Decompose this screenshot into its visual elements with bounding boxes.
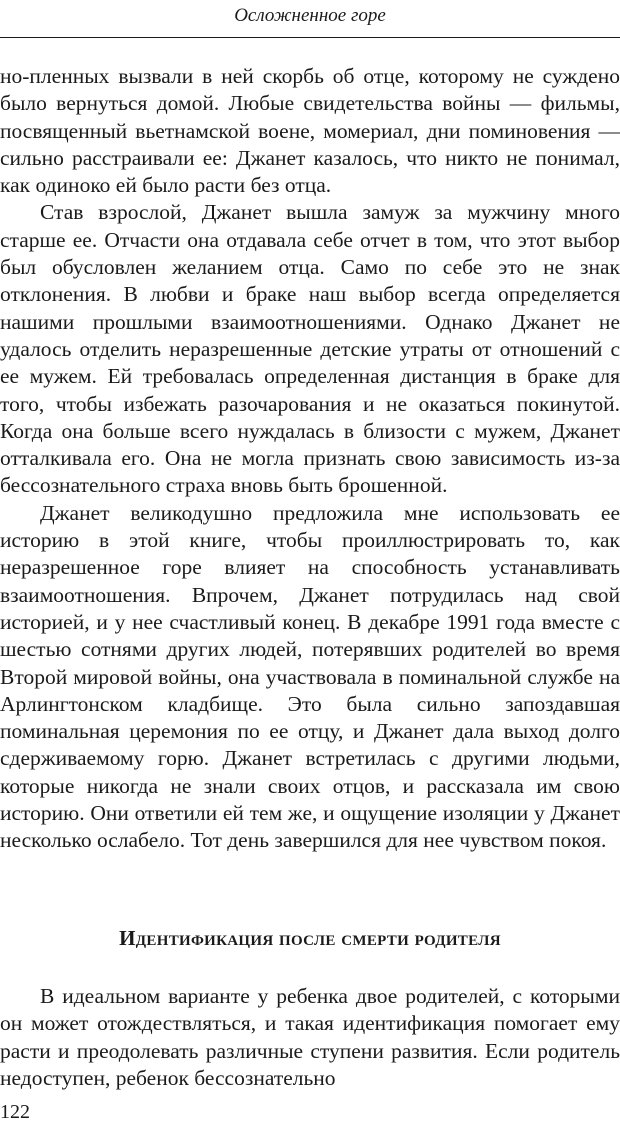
paragraph: Джанет великодушно предложила мне использовать ее историю в этой книге, чтобы проиллюстрировать то, как неразрешенное горе влияет на способность устанавливать взаимоотношения. Впрочем, Джанет потрудилась над свой историей, и у нее счастливый конец. В декабре 1991 года вместе с шестью сотнями других людей, потерявших родителей во время Второй мировой войны, она участвовала в поминальной службе на Арлингтонском кладбище. Это была сильно запоздавшая поминальная церемония по ее отцу, и Джанет дала выход долго сдерживаемому горю. Джанет встретилась с другими людьми, которые никогда не знали своих отцов, и рассказала им свою историю. Они ответили ей тем же, и ощущение изоляции у Джанет несколько ослабело. Тот день завершился для нее чувством покоя. <box>0 500 620 853</box>
section-heading: Идентификация после смерти родителя <box>119 926 501 950</box>
paragraph: В идеальном варианте у ребенка двое родителей, с которыми он может отождествляться, и такая идентификация помогает ему расти и преодолевать различные ступени развития. Если родитель недоступен, ребенок бессознательно <box>0 984 620 1090</box>
header-rule <box>0 37 620 38</box>
running-head: Осложненное горе <box>234 5 386 26</box>
section-text <box>0 983 620 1092</box>
body-text <box>0 63 620 855</box>
page-number: 122 <box>0 1101 30 1123</box>
paragraph-continued: но-пленных вызвали в ней скорбь об отце, которому не суждено было вернуться домой. Любые свидетельства войны — фильмы, посвященный вьетнамской военe, момериал, дни поминовения — сильно расстраивали ее: Джанет казалось, что никто не понимал, как одиноко ей было расти без отца. <box>0 64 620 198</box>
paragraph: Став взрослой, Джанет вышла замуж за мужчину много старше ее. Отчасти она отдавала себе отчет в том, что этот выбор был обусловлен желанием отца. Само по себе это не знак отклонения. В любви и браке наш выбор всегда определяется нашими прошлыми взаимоотношениями. Однако Джанет не удалось отделить неразрешенные детские утраты от отношений с ее мужем. Ей требовалась определенная дистанция в браке для того, чтобы избежать разочарования и не оказаться покинутой. Когда она больше всего нуждалась в близости с мужем, Джанет отталкивала его. Она не могла признать свою зависимость из-за бессознательного страха вновь быть брошенной. <box>0 200 620 498</box>
